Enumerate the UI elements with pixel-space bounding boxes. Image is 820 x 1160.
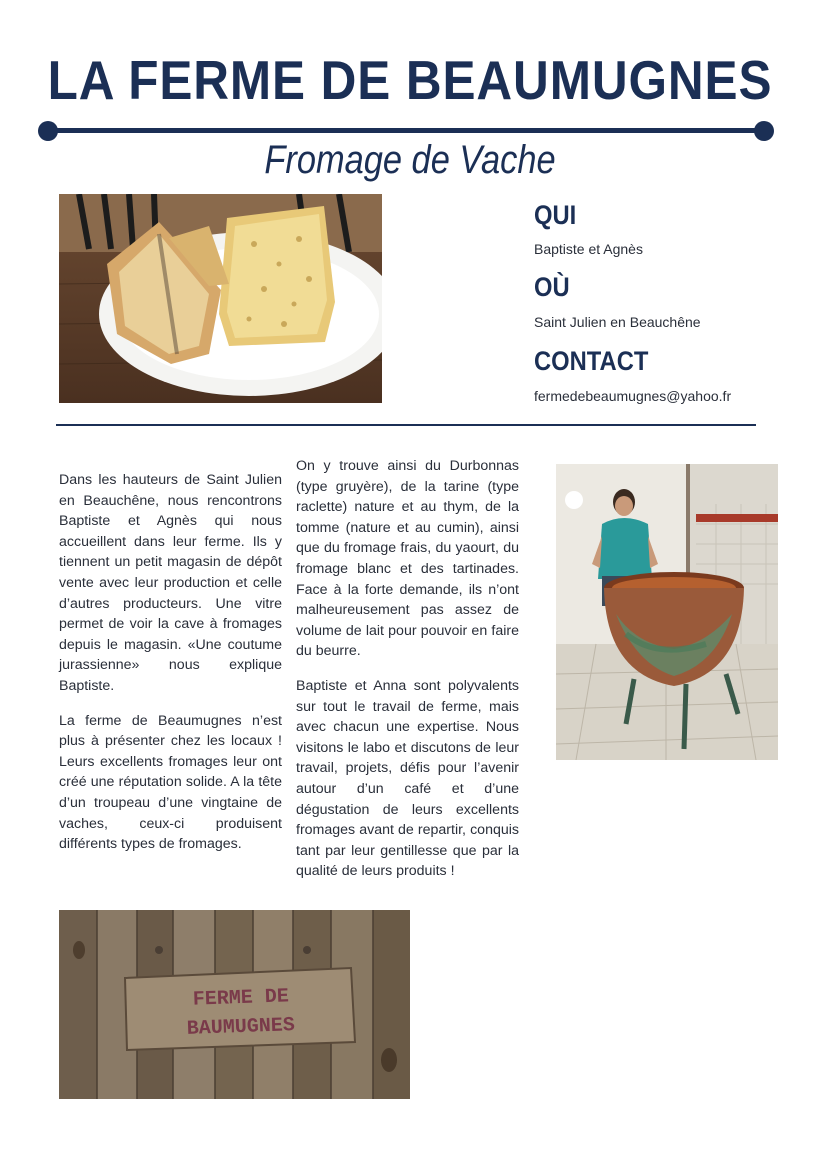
where-value: Saint Julien en Beauchêne <box>534 314 701 330</box>
article-paragraph: On y trouve ainsi du Durbonnas (type gruyère), de la tarine (type raclette) nature et au thym, de la tomme (nature et au cumin), ainsi que du fromage frais, du yaourt, du fromage blanc et des tartinades. Face à la forte demande, ils n’ont malheureusement pas assez de volume de lait pour pouvoir en faire du beurre. <box>296 458 519 660</box>
who-value: Baptiste et Agnès <box>534 241 643 257</box>
article-paragraph: La ferme de Beaumugnes n’est plus à présenter chez les locaux ! Leurs excellents fromages leur ont créé une réputation solide. A la tête d’un troupeau d’une vingtaine de vaches, ceux-ci produisent différents types de fromages. <box>59 712 282 853</box>
cheese-photo <box>59 194 382 403</box>
article-column-1 <box>59 470 282 869</box>
where-heading: OÙ <box>534 272 570 302</box>
copper-vat-photo <box>556 464 778 760</box>
article-paragraph: Dans les hauteurs de Saint Julien en Beauchêne, nous rencontrons Baptiste et Agnès qui nous accueillent dans leur ferme. Ils y tiennent un petit magasin de dépôt vente avec leur production et celle d’autres producteurs. Une vitre permet de voir la cave à fromages depuis le magasin. «Une coutume jurassienne» nous explique Baptiste. <box>59 472 282 694</box>
contact-email[interactable]: fermedebeaumugnes@yahoo.fr <box>534 388 732 404</box>
contact-heading: CONTACT <box>534 346 649 376</box>
page-subtitle: Fromage de Vache <box>264 138 556 182</box>
sign-text-line-1: FERME DE <box>192 985 290 1012</box>
page-title: LA FERME DE BEAUMUGNES <box>47 49 773 111</box>
article-column-2 <box>296 456 519 896</box>
article-paragraph: Baptiste et Anna sont polyvalents sur tout le travail de ferme, mais avec chacun une expertise. Nous visitons le labo et discutons de leur travail, projets, défis pour l’avenir autour d’un café et d’une dégustation de leurs excellents fromages avant de repartir, conquis tant par leur gentillesse que par la qualité de leurs produits ! <box>296 677 519 880</box>
section-divider <box>56 424 756 426</box>
who-heading: QUI <box>534 200 577 230</box>
sign-text-line-2: BAUMUGNES <box>186 1014 296 1041</box>
farm-sign-photo <box>59 910 410 1099</box>
title-rule <box>48 128 766 133</box>
